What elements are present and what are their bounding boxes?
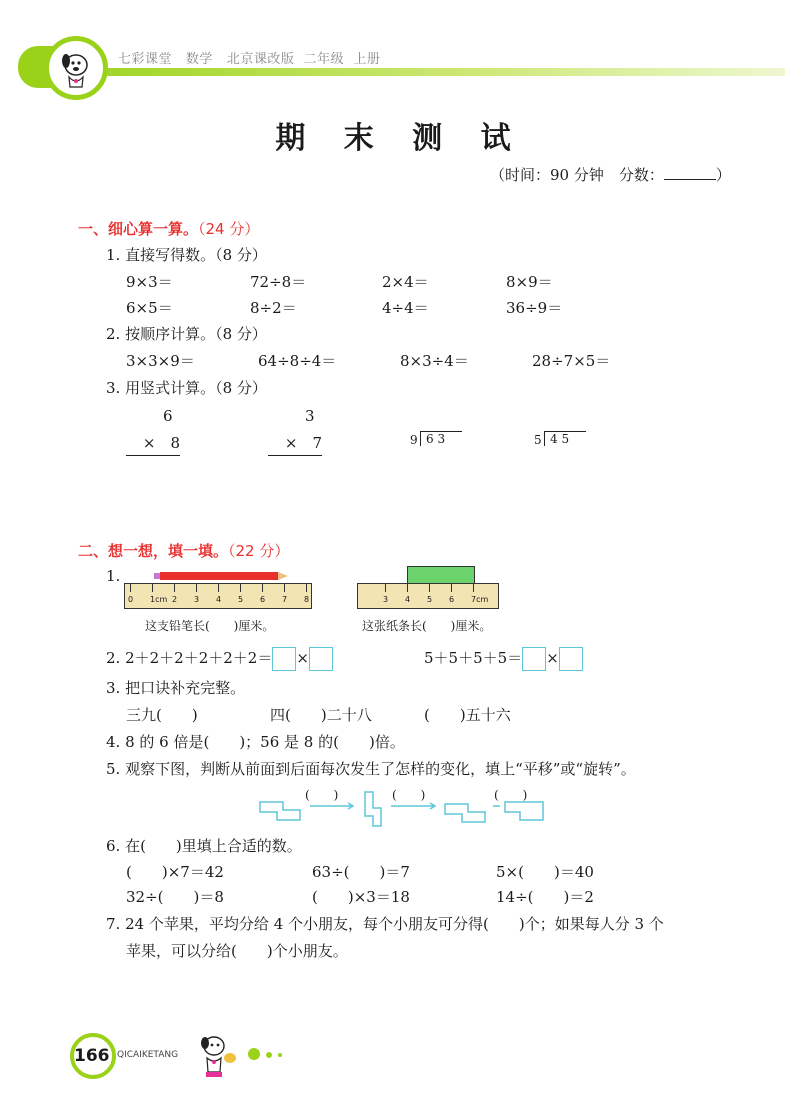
ruler-2 [357,583,499,609]
shape-1 [260,802,300,820]
s1-q1-item: 2×4＝ [382,273,429,291]
s1-q1-item: 36÷9＝ [506,299,563,317]
header-volume: 上册 [353,52,381,67]
ruler1-label: 0 [128,595,134,604]
ruler1-label: 3 [194,595,200,604]
s2-q2-right-row [424,647,583,671]
header-edition: 北京课改版 [226,52,295,67]
vertical-top-2: 3 [305,407,315,425]
shape-3 [445,804,485,822]
s2-q3-item: 三九( ) [126,706,198,724]
ruler1-label: 4 [216,595,222,604]
s1-q2-item: 64÷8÷4＝ [258,352,337,370]
times-sign: × [296,649,309,667]
q5-blank[interactable]: ( ) [305,788,339,802]
pencil-icon [154,571,290,581]
division-dividend-2: 4 5 [544,431,586,446]
section2-points: （22 分） [228,542,290,560]
footer-dot [266,1052,272,1058]
mascot-logo [44,36,108,100]
s2-q3-item: ( )五十六 [424,706,511,724]
s1-q1-item: 8÷2＝ [250,299,297,317]
time-info: （时间：90 分钟 分数： [490,166,664,184]
division-divisor-1: 9 [410,433,418,447]
s1-q2-item: 3×3×9＝ [126,352,195,370]
footer-brand: QICAIKETANG [117,1050,179,1060]
s2-q6-item: 5×( )＝40 [496,863,594,881]
s2-q6-label: 6. 在( )里填上合适的数。 [106,837,302,855]
answer-box[interactable] [309,647,333,671]
s2-q2-row [106,647,333,671]
page-number: 166 [74,1046,110,1066]
ruler1-label: 7 [282,595,288,604]
s2-q3-item: 四( )二十八 [270,706,372,724]
ruler1-label: 6 [260,595,266,604]
ruler2-label: 7cm [471,595,489,604]
s2-q2-left: 2. 2＋2＋2＋2＋2＋2＝ [106,649,273,667]
s2-q4: 4. 8 的 6 倍是( )；56 是 8 的( )倍。 [106,733,405,751]
division-divisor-2: 5 [534,433,542,447]
s1-q1-item: 9×3＝ [126,273,173,291]
ruler1-caption: 这支铅笔长( )厘米。 [145,619,275,633]
header-subject: 数学 [185,52,213,67]
s2-q5-label: 5. 观察下图，判断从前面到后面每次发生了怎样的变化，填上“平移”或“旋转”。 [106,760,636,778]
ruler-1 [124,583,312,609]
answer-box[interactable] [559,647,583,671]
time-score-line [490,164,731,185]
q5-blank[interactable]: ( ) [392,788,426,802]
ruler2-caption: 这张纸条长( )厘米。 [362,619,492,633]
s2-q6-item: 14÷( )＝2 [496,888,594,906]
s1-q3-label: 3. 用竖式计算。（8 分） [106,379,267,397]
shape-2 [365,792,381,826]
s1-q1-item: 4÷4＝ [382,299,429,317]
s2-q1-num: 1. [106,567,121,585]
s1-q1-item: 6×5＝ [126,299,173,317]
section2-title: 二、想一想，填一填。 [78,542,229,560]
ruler1-label: 1cm [150,595,168,604]
s2-q7-line2: 苹果，可以分给( )个小朋友。 [126,942,348,960]
header-band [40,68,785,76]
s2-q7-line1: 7. 24 个苹果，平均分给 4 个小朋友，每个小朋友可分得( )个；如果每人分 3 个 [106,915,664,933]
ruler2-label: 6 [449,595,455,604]
s2-q6-item: 63÷( )＝7 [312,863,410,881]
header-grade: 二年级 [303,52,345,67]
times-sign: × [546,649,559,667]
s2-q3-label: 3. 把口诀补充完整。 [106,679,246,697]
s1-q1-item: 8×9＝ [506,273,553,291]
ruler1-label: 8 [304,595,310,604]
ruler2-label: 3 [383,595,389,604]
s1-q2-item: 28÷7×5＝ [532,352,611,370]
s2-q2-right: 5＋5＋5＋5＝ [424,649,523,667]
vertical-top-1: 6 [163,407,173,425]
s2-q6-item: ( )×3＝18 [312,888,410,906]
score-blank[interactable] [664,165,716,180]
section1-heading [78,218,259,239]
footer-mascot-icon [192,1028,242,1080]
answer-box[interactable] [272,647,296,671]
header-text [118,48,380,67]
answer-box[interactable] [522,647,546,671]
page-title: 期 末 测 试 [275,121,525,156]
ruler2-label: 4 [405,595,411,604]
section1-title: 一、细心算一算。 [78,220,199,238]
s1-q1-item: 72÷8＝ [250,273,307,291]
q5-blank[interactable]: ( ) [494,788,528,802]
ruler2-label: 5 [427,595,433,604]
header-series: 七彩课堂 [118,52,173,67]
paper-strip [407,566,475,584]
ruler1-label: 5 [238,595,244,604]
s1-q2-label: 2. 按顺序计算。（8 分） [106,325,267,343]
footer-dot [278,1053,282,1057]
shape-4 [505,802,543,820]
time-close: ） [715,166,731,184]
section1-points: （24 分） [198,220,260,238]
s1-q2-item: 8×3÷4＝ [400,352,469,370]
footer-dot [248,1048,260,1060]
dog-mascot-icon [49,41,103,95]
s2-q6-item: ( )×7＝42 [126,863,224,881]
s1-q1-label: 1. 直接写得数。（8 分） [106,246,267,264]
vertical-bottom-2: × 7 [268,432,322,456]
ruler1-label: 2 [172,595,178,604]
s2-q6-item: 32÷( )＝8 [126,888,224,906]
section2-heading [78,540,289,561]
division-dividend-1: 6 3 [420,431,462,446]
vertical-bottom-1: × 8 [126,432,180,456]
